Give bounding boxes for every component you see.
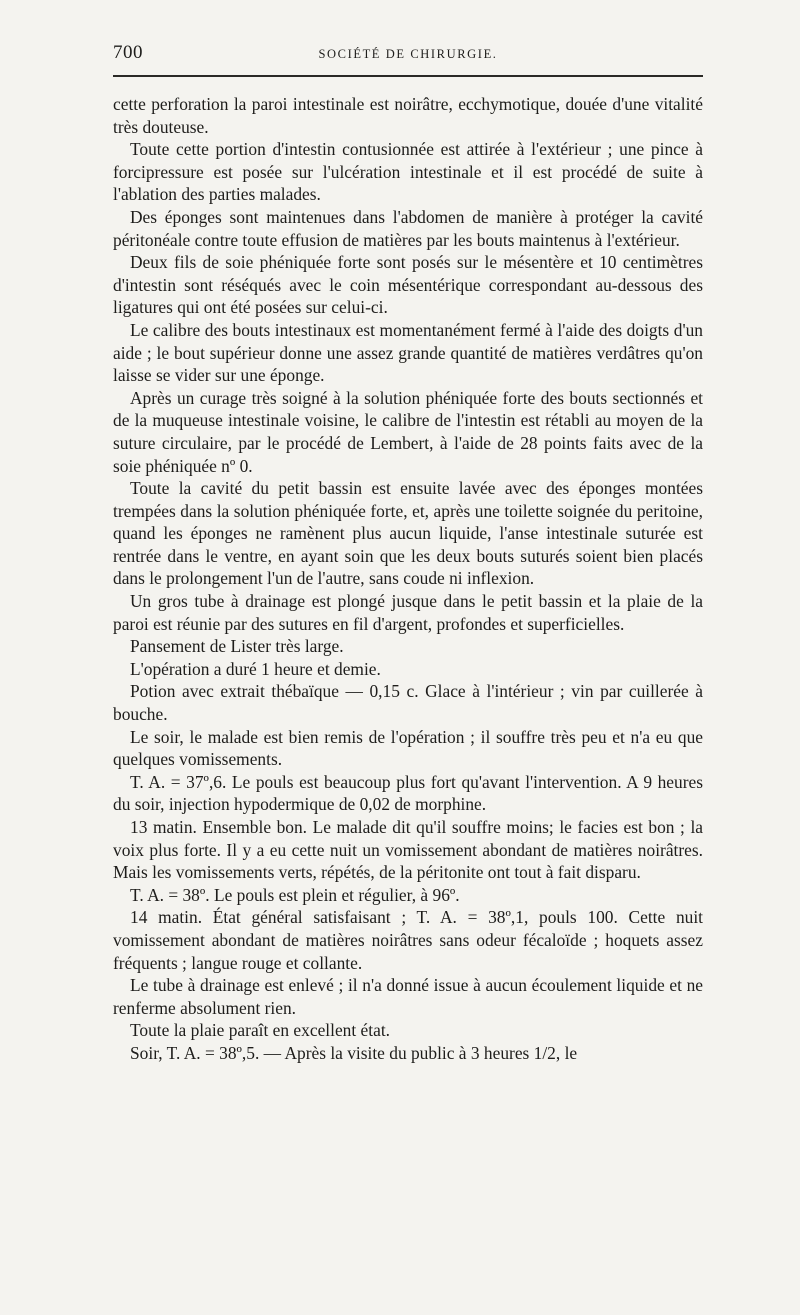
paragraph: Le calibre des bouts intestinaux est momentanément fermé à l'aide des doigts d'un aide ; le bout supérieur donne une assez grande quantité de matières verdâtres qu'on laisse se vider sur une éponge. [113,319,703,386]
paragraph: cette perforation la paroi intestinale est noirâtre, ecchymotique, douée d'une vitalité très douteuse. [113,94,703,137]
paragraph: T. A. = 38º. Le pouls est plein et régulier, à 96º. [130,884,460,905]
page [113,42,703,1063]
paragraph: T. A. = 37º,6. Le pouls est beaucoup plus fort qu'avant l'intervention. A 9 heures du soir, injection hypodermique de 0,02 de morphine. [113,771,703,815]
paragraph: Des éponges sont maintenues dans l'abdomen de manière à protéger la cavité péritonéale contre toute effusion de matières par les bouts maintenus à l'extérieur. [113,206,703,250]
paragraph: Un gros tube à drainage est plongé jusque dans le petit bassin et la plaie de la paroi est réunie par des sutures en fil d'argent, profondes et superficielles. [113,591,703,634]
paragraph: Après un curage très soigné à la solution phéniquée forte des bouts sectionnés et de la muqueuse intestinale voisine, le calibre de l'intestin est rétabli au moyen de la suture circulaire, par le procédé de Lembert, à l'aide de 28 points faits avec de la soie phéniquée nº 0. [113,387,703,476]
page-header [113,42,703,70]
paragraph: 13 matin. Ensemble bon. Le malade dit qu'il souffre moins; le facies est bon ; la voix plus forte. Il y a eu cette nuit un vomissement abondant de matières noirâtres. Mais les vomissements verts, répétés, de la péritonite ont tout à fait disparu. [113,817,703,883]
paragraph: Toute cette portion d'intestin contusionnée est attirée à l'extérieur ; une pince à forcipressure est posée sur l'ulcération intestinale et il est procédé de suite à l'ablation des parties malades. [113,139,703,205]
paragraph: Toute la cavité du petit bassin est ensuite lavée avec des éponges montées trempées dans la solution phéniquée forte, et, après une toilette soignée du peritoine, quand les éponges ne ramènent plus aucun liquide, l'anse intestinale suturée est rentrée dans le ventre, en ayant soin que les deux bouts suturés soient bien placés dans le prolongement l'un de l'autre, sans coude ni inflexion. [113,478,703,589]
paragraph: Pansement de Lister très large. [130,636,344,657]
body-text [113,93,703,1065]
header-rule [113,75,703,77]
paragraph: L'opération a duré 1 heure et demie. [130,658,381,679]
paragraph: Toute la plaie paraît en excellent état. [130,1020,390,1041]
paragraph: Soir, T. A. = 38º,5. — Après la visite du public à 3 heures 1/2, le [130,1042,578,1063]
paragraph: Le tube à drainage est enlevé ; il n'a donné issue à aucun écoulement liquide et ne renferme absolument rien. [113,975,703,1018]
paragraph: Deux fils de soie phéniquée forte sont posés sur le mésentère et 10 centimètres d'intestin sont réséqués avec le coin mésentérique correspondant au-dessous des ligatures qui ont été posées sur celui-ci. [113,252,703,318]
paragraph: 14 matin. État général satisfaisant ; T. A. = 38º,1, pouls 100. Cette nuit vomissement abondant de matières noirâtres sans odeur fécaloïde ; hoquets assez fréquents ; langue rouge et collante. [113,907,703,973]
paragraph: Potion avec extrait thébaïque — 0,15 c. Glace à l'intérieur ; vin par cuillerée à bouche. [113,681,703,725]
running-title: SOCIÉTÉ DE CHIRURGIE. [318,47,498,61]
page-number: 700 [113,42,143,63]
paragraph: Le soir, le malade est bien remis de l'opération ; il souffre très peu et n'a eu que quelques vomissements. [113,726,703,770]
